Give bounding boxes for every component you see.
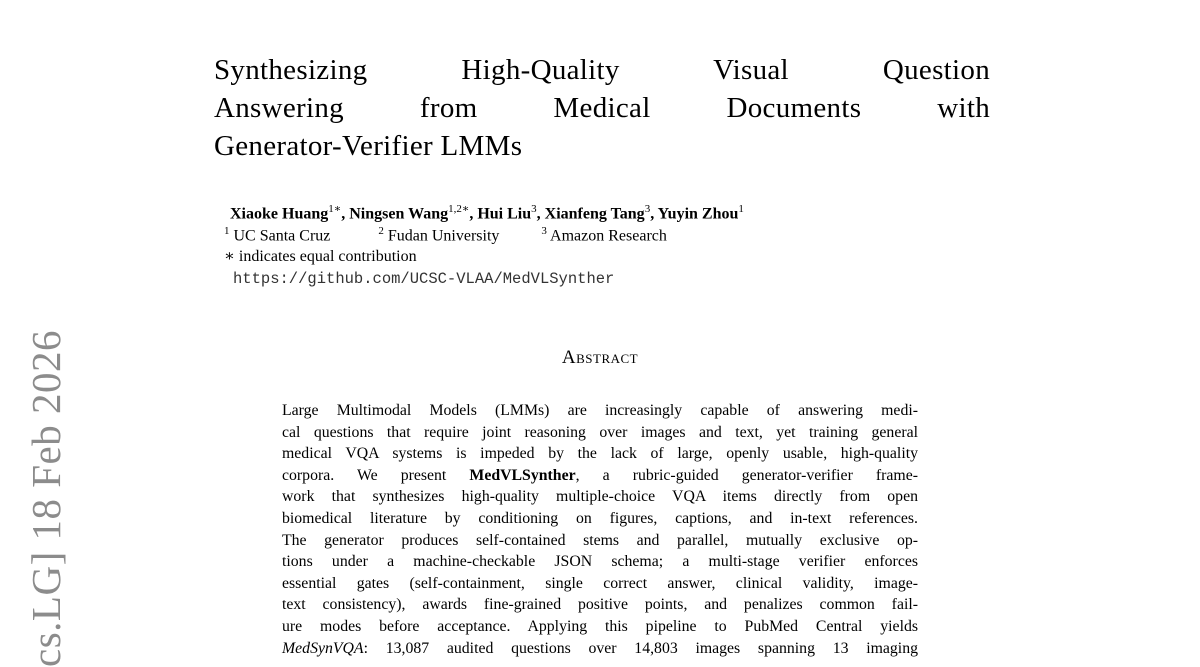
abstract-line: cal questions that require joint reasoning over images and text, yet training general xyxy=(282,423,918,441)
author-mark: 3 xyxy=(644,203,651,215)
repo-link[interactable]: https://github.com/UCSC-VLAA/MedVLSynther xyxy=(233,270,615,288)
title-line: Generator-Verifier LMMs xyxy=(214,130,523,162)
paper-title xyxy=(214,51,990,165)
abstract-line: essential gates (self-containment, single correct answer, clinical validity, image- xyxy=(282,574,918,592)
abstract-heading: Abstract xyxy=(561,347,639,368)
author-name: Xiaoke Huang xyxy=(230,205,329,223)
title-line: Synthesizing High-Quality Visual Question xyxy=(214,54,990,86)
author-name: Ningsen Wang xyxy=(349,205,449,223)
author-name: Xianfeng Tang xyxy=(544,205,645,223)
affiliation-mark: 2 xyxy=(378,225,384,237)
title-line: Answering from Medical Documents with xyxy=(214,92,990,124)
abstract-line: medical VQA systems is impeded by the lack of large, openly usable, high-quality xyxy=(282,445,918,463)
emphasized-term: MedVLSynther xyxy=(469,466,576,484)
abstract-line: ure modes before acceptance. Applying this pipeline to PubMed Central yields xyxy=(282,617,918,635)
author-name: Hui Liu xyxy=(477,205,532,223)
affiliation-mark: 3 xyxy=(541,225,547,237)
author-mark: 3 xyxy=(531,203,537,215)
author-mark: 1 xyxy=(738,203,744,215)
arxiv-stamp: cs.LG] 18 Feb 2026 xyxy=(23,330,69,667)
author-list: Xiaoke Huang$^{1∗}$, Ningsen Wang$^{1,2∗}$, Hui Liu$^3$, Xianfeng Tang$^3$, Yuyin Zhou$^1$ xyxy=(230,203,744,223)
abstract-line: corpora. We present MedVLSynther, a rubric-guided generator-verifier frame- xyxy=(282,466,918,484)
abstract-line: work that synthesizes high-quality multiple-choice VQA items directly from open xyxy=(282,488,918,506)
emphasized-term: MedSynVQA xyxy=(282,639,364,657)
affiliation-list xyxy=(224,225,667,245)
abstract-line: The generator produces self-contained stems and parallel, mutually exclusive op- xyxy=(282,531,918,549)
abstract-line: Large Multimodal Models (LMMs) are increasingly capable of answering medi- xyxy=(282,402,918,419)
affiliation-name: Amazon Research xyxy=(550,227,667,245)
author-name: Yuyin Zhou xyxy=(657,205,739,223)
affiliation-mark: 1 xyxy=(224,225,230,237)
equal-contribution-note: ∗ indicates equal contribution xyxy=(224,248,417,265)
affiliation-name: Fudan University xyxy=(387,227,500,245)
abstract-line: text consistency), awards fine-grained positive points, and penalizes common fail- xyxy=(282,596,918,614)
author-mark: 1∗ xyxy=(328,203,342,215)
abstract-line: tions under a machine-checkable JSON schema; a multi-stage verifier enforces xyxy=(282,553,918,571)
abstract-line: MedSynVQA: 13,087 audited questions over 14,803 images spanning 13 imaging xyxy=(282,639,918,657)
author-mark: 1,2∗ xyxy=(448,203,470,215)
affiliation-name: UC Santa Cruz xyxy=(233,227,331,245)
abstract-line: biomedical literature by conditioning on figures, captions, and in-text references. xyxy=(282,509,918,527)
abstract-body xyxy=(282,400,918,659)
